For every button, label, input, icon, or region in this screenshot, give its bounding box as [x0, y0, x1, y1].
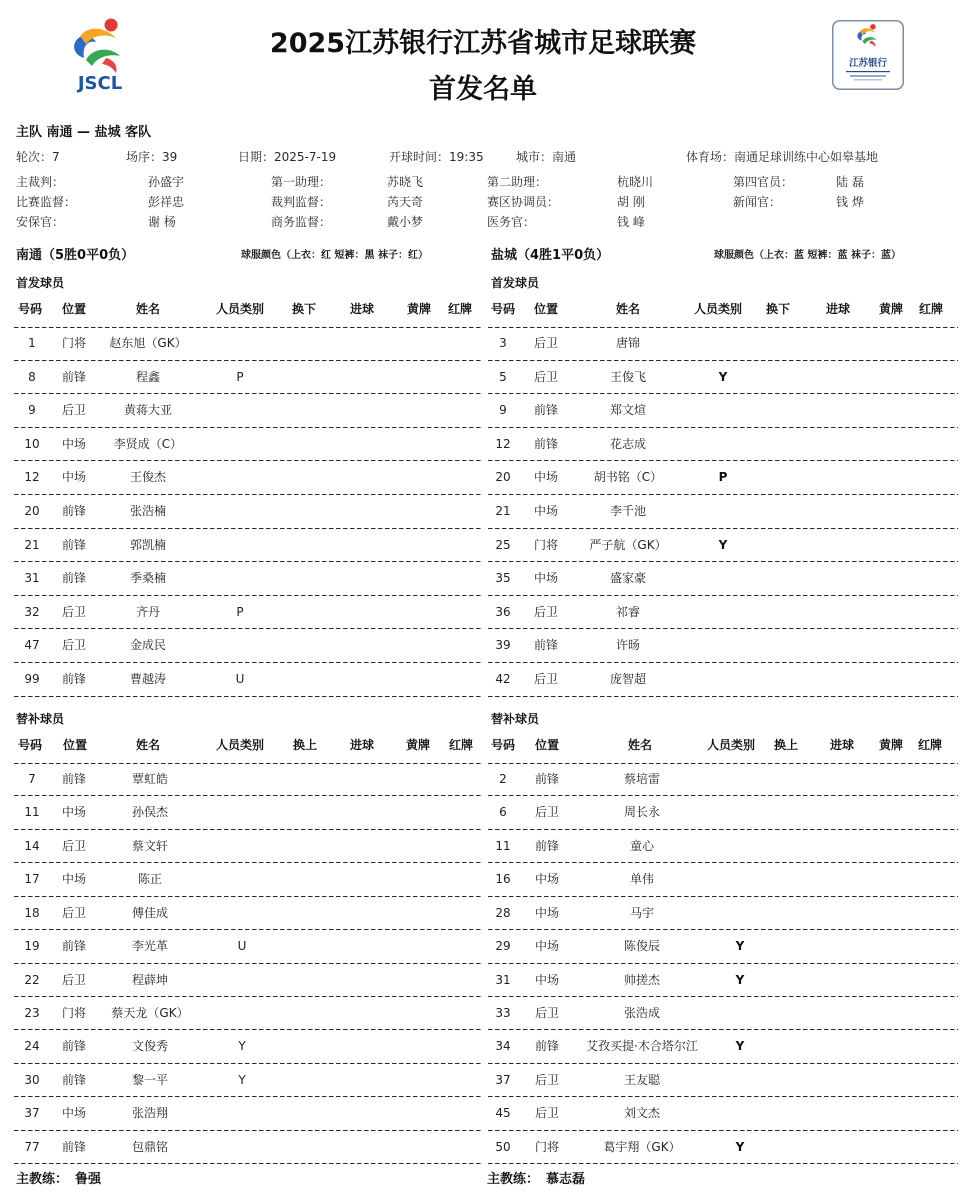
column-header-row [488, 736, 958, 754]
sponsor-logo-text: 江苏银行 [848, 58, 888, 69]
player-position: 后卫 [533, 369, 559, 384]
player-name: 包鼎铭 [131, 1139, 169, 1154]
player-name: 胡书铭（C） [593, 470, 663, 485]
player-row [488, 897, 958, 930]
player-name: 李贤成（C） [113, 436, 183, 451]
player-number: 37 [495, 1072, 511, 1087]
column-header-position: 位置 [62, 738, 88, 752]
player-position: 后卫 [534, 1106, 560, 1121]
away-subs-title: 替补球员 [491, 712, 540, 726]
player-row [488, 830, 958, 863]
player-number: 30 [24, 1072, 40, 1087]
player-name: 庞智超 [609, 672, 647, 686]
player-row [488, 1131, 958, 1164]
player-category: Y [735, 972, 745, 987]
player-row [488, 361, 958, 395]
player-category: Y [238, 1072, 246, 1087]
player-number: 11 [24, 805, 40, 820]
player-row [14, 1030, 481, 1063]
player-position: 门将 [61, 336, 87, 350]
player-position: 前锋 [534, 1039, 560, 1054]
player-number: 14 [24, 838, 40, 853]
player-row [14, 1064, 481, 1097]
player-number: 1 [28, 336, 36, 350]
player-number: 19 [24, 939, 40, 954]
player-row [488, 863, 958, 896]
column-header-red-card: 红牌 [448, 738, 474, 752]
player-name: 帅搓杰 [623, 972, 661, 987]
player-row [488, 529, 958, 563]
away-starters-table [488, 302, 958, 697]
player-row [14, 830, 481, 863]
player-row [14, 796, 481, 829]
player-name: 曹越涛 [129, 672, 167, 686]
column-header-category: 人员类别 [706, 738, 756, 752]
home-subs-title: 替补球员 [16, 712, 65, 726]
column-header-category: 人员类别 [693, 302, 743, 316]
player-number: 99 [24, 672, 40, 686]
player-number: 31 [24, 571, 40, 586]
player-row [488, 596, 958, 630]
player-position: 中场 [533, 571, 559, 586]
player-row [488, 495, 958, 529]
player-row [14, 596, 481, 630]
player-row [488, 461, 958, 495]
column-header-goals: 进球 [829, 738, 855, 752]
column-header-red-card: 红牌 [447, 302, 473, 316]
player-row [488, 930, 958, 963]
player-name: 马宇 [629, 905, 655, 920]
player-number: 39 [495, 638, 511, 653]
player-row [14, 1097, 481, 1130]
player-position: 中场 [533, 470, 559, 485]
player-position: 后卫 [61, 638, 87, 653]
player-name: 李光革 [131, 939, 169, 954]
page-title: 2025江苏银行江苏省城市足球联赛 [269, 28, 697, 59]
sponsor-logo [832, 20, 904, 90]
player-name: 孙俣杰 [131, 805, 169, 820]
player-number: 36 [495, 604, 511, 619]
player-position: 后卫 [533, 604, 559, 619]
column-header-position: 位置 [533, 302, 559, 316]
player-number: 33 [495, 1005, 511, 1020]
player-row [488, 763, 958, 796]
player-number: 9 [499, 403, 507, 418]
player-category: Y [735, 939, 745, 954]
player-position: 前锋 [534, 838, 560, 853]
player-number: 17 [24, 872, 40, 887]
player-position: 中场 [61, 1106, 87, 1121]
player-name: 赵东旭（GK） [109, 336, 187, 350]
player-number: 5 [499, 369, 507, 384]
player-number: 25 [495, 537, 511, 552]
player-name: 郑文煊 [609, 403, 647, 418]
column-header-red-card: 红牌 [917, 738, 943, 752]
column-header-number: 号码 [17, 738, 43, 752]
player-name: 王俊杰 [129, 470, 167, 485]
player-position: 后卫 [61, 905, 87, 920]
column-header-category: 人员类别 [215, 302, 265, 316]
official-name: 戴小梦 [387, 215, 424, 229]
player-row [14, 964, 481, 997]
column-header-row [14, 736, 481, 754]
home-coach-name: 鲁强 [75, 1172, 102, 1187]
player-name: 张浩成 [623, 1005, 661, 1020]
player-name: 程鑫 [135, 369, 161, 384]
player-number: 23 [24, 1005, 40, 1020]
player-row [14, 327, 481, 361]
player-number: 34 [495, 1039, 511, 1054]
home-kit-colors: 球服颜色（上衣：红 短裤：黑 袜子：红） [241, 250, 428, 261]
away-coach-label: 主教练： [487, 1172, 540, 1187]
player-position: 前锋 [61, 1072, 87, 1087]
player-position: 后卫 [61, 838, 87, 853]
player-position: 后卫 [533, 672, 559, 686]
player-number: 22 [24, 972, 40, 987]
official-role: 赛区协调员： [487, 195, 560, 209]
player-position: 前锋 [533, 436, 559, 451]
player-number: 37 [24, 1106, 40, 1121]
column-header-yellow-card: 黄牌 [878, 738, 904, 752]
player-position: 前锋 [61, 369, 87, 384]
player-row [488, 964, 958, 997]
player-number: 2 [499, 772, 507, 786]
official-role: 安保官： [16, 215, 65, 229]
player-position: 中场 [61, 805, 87, 820]
away-kit-colors: 球服颜色（上衣：蓝 短裤：蓝 袜子：蓝） [714, 250, 901, 261]
player-position: 中场 [534, 872, 560, 887]
player-name: 陈俊辰 [623, 939, 661, 954]
player-row [488, 327, 958, 361]
column-header-yellow-card: 黄牌 [878, 302, 904, 316]
player-position: 中场 [533, 504, 559, 518]
kickoff-time: 开球时间：19:35 [389, 150, 484, 164]
player-position: 前锋 [533, 638, 559, 653]
player-number: 31 [495, 972, 511, 987]
player-position: 前锋 [61, 1139, 87, 1154]
player-name: 单伟 [629, 872, 655, 887]
official-role: 医务官： [487, 215, 536, 229]
official-name: 胡 刚 [617, 195, 645, 209]
player-position: 后卫 [533, 336, 559, 350]
player-position: 前锋 [61, 772, 87, 786]
official-name: 陆 磊 [836, 175, 864, 189]
player-name: 金成民 [129, 638, 167, 653]
player-position: 后卫 [61, 403, 87, 418]
player-category: Y [238, 1039, 246, 1054]
column-header-category: 人员类别 [215, 738, 265, 752]
player-number: 20 [24, 504, 40, 518]
player-row [14, 863, 481, 896]
player-number: 29 [495, 939, 511, 954]
column-header-yellow-card: 黄牌 [406, 302, 432, 316]
player-name: 齐丹 [135, 604, 161, 619]
official-name: 谢 杨 [148, 215, 176, 229]
home-coach-label: 主教练： [16, 1172, 69, 1187]
player-row [14, 763, 481, 796]
player-number: 24 [24, 1039, 40, 1054]
column-header-goals: 进球 [349, 738, 375, 752]
player-name: 艾孜买提·木合塔尔江 [586, 1039, 698, 1054]
player-category: Y [735, 1139, 745, 1154]
player-row [488, 663, 958, 697]
player-number: 6 [499, 805, 507, 820]
page-subtitle: 首发名单 [429, 74, 537, 105]
player-position: 后卫 [61, 604, 87, 619]
official-role: 主裁判： [16, 175, 65, 189]
official-role: 新闻官： [733, 195, 782, 209]
home-starters-title: 首发球员 [16, 276, 65, 290]
player-position: 中场 [534, 905, 560, 920]
away-starters-title: 首发球员 [491, 276, 540, 290]
player-position: 门将 [61, 1005, 87, 1020]
player-position: 门将 [534, 1139, 560, 1154]
official-name: 孙盛宇 [148, 175, 185, 189]
player-name: 季桑楠 [129, 571, 167, 586]
player-name: 李千池 [609, 504, 647, 518]
official-role: 第二助理： [487, 175, 548, 189]
player-name: 严子航（GK） [589, 537, 667, 552]
player-position: 后卫 [61, 972, 87, 987]
player-name: 蔡文轩 [131, 838, 169, 853]
player-number: 8 [28, 369, 36, 384]
round: 轮次：7 [16, 150, 60, 164]
player-name: 花志成 [609, 436, 647, 451]
player-name: 文俊秀 [131, 1039, 169, 1054]
home-starters-table [14, 302, 481, 697]
player-position: 后卫 [534, 805, 560, 820]
player-position: 中场 [61, 436, 87, 451]
player-position: 前锋 [533, 403, 559, 418]
official-role: 裁判监督： [271, 195, 332, 209]
player-position: 前锋 [61, 571, 87, 586]
player-name: 张浩楠 [129, 504, 167, 518]
column-header-yellow-card: 黄牌 [405, 738, 431, 752]
official-role: 商务监督： [271, 215, 332, 229]
player-name: 程薜坤 [131, 972, 169, 987]
player-number: 12 [24, 470, 40, 485]
player-row [14, 897, 481, 930]
player-number: 9 [28, 403, 36, 418]
official-name: 彭祥忠 [148, 195, 185, 209]
player-position: 中场 [61, 470, 87, 485]
match-date: 日期：2025-7-19 [238, 150, 337, 164]
column-header-red-card: 红牌 [918, 302, 944, 316]
player-number: 10 [24, 436, 40, 451]
player-row [488, 428, 958, 462]
player-row [14, 663, 481, 697]
player-row [488, 1064, 958, 1097]
city: 城市：南通 [516, 150, 577, 164]
player-row [488, 562, 958, 596]
player-name: 唐锦 [615, 336, 641, 350]
player-name: 刘文杰 [623, 1106, 661, 1121]
player-row [488, 1030, 958, 1063]
player-position: 后卫 [534, 1072, 560, 1087]
player-name: 童心 [629, 838, 655, 853]
player-name: 蔡天龙（GK） [111, 1005, 189, 1020]
away-coach-name: 慕志磊 [546, 1172, 586, 1187]
column-header-change: 换上 [292, 738, 318, 752]
player-number: 45 [495, 1106, 511, 1121]
player-row [14, 361, 481, 395]
official-role: 第一助理： [271, 175, 332, 189]
match-number: 场序：39 [126, 150, 178, 164]
player-number: 21 [495, 504, 511, 518]
player-number: 12 [495, 436, 511, 451]
column-header-row [14, 300, 481, 318]
player-name: 盛家豪 [609, 571, 647, 586]
player-category: P [236, 369, 244, 384]
player-number: 77 [24, 1139, 40, 1154]
player-row [14, 495, 481, 529]
official-role: 第四官员： [733, 175, 794, 189]
column-header-name: 姓名 [135, 738, 161, 752]
player-category: U [235, 672, 245, 686]
player-row [488, 796, 958, 829]
player-position: 中场 [61, 872, 87, 887]
player-row [14, 629, 481, 663]
player-row [14, 562, 481, 596]
player-number: 16 [495, 872, 511, 887]
official-name: 钱 峰 [617, 215, 645, 229]
player-row [14, 428, 481, 462]
player-name: 王俊飞 [609, 369, 647, 384]
home-team-record: 南通（5胜0平0负） [16, 248, 135, 263]
player-row [488, 629, 958, 663]
player-name: 傅佳成 [131, 905, 169, 920]
player-number: 28 [495, 905, 511, 920]
player-row [14, 997, 481, 1030]
player-category: Y [718, 369, 728, 384]
column-header-name: 姓名 [627, 738, 653, 752]
player-position: 中场 [534, 972, 560, 987]
player-position: 后卫 [534, 1005, 560, 1020]
player-name: 黎一平 [131, 1072, 169, 1087]
jscl-logo-text: JSCL [77, 73, 123, 94]
player-number: 21 [24, 537, 40, 552]
away-team-record: 盐城（4胜1平0负） [491, 248, 610, 263]
player-category: Y [735, 1039, 745, 1054]
player-name: 陈正 [137, 872, 163, 887]
player-number: 20 [495, 470, 511, 485]
player-name: 葛宇翔（GK） [603, 1139, 681, 1154]
player-number: 35 [495, 571, 511, 586]
player-category: U [237, 939, 247, 954]
player-row [14, 461, 481, 495]
column-header-change: 换上 [773, 738, 799, 752]
column-header-name: 姓名 [135, 302, 161, 316]
player-category: P [236, 604, 244, 619]
official-name: 芮天奇 [387, 195, 424, 209]
player-name: 黄蒋大亚 [123, 403, 173, 418]
player-row [488, 394, 958, 428]
player-name: 蔡培雷 [623, 772, 661, 786]
player-position: 门将 [533, 537, 559, 552]
column-header-goals: 进球 [825, 302, 851, 316]
player-number: 32 [24, 604, 40, 619]
player-position: 前锋 [61, 672, 87, 686]
teams-line: 主队 南通 — 盐城 客队 [16, 125, 152, 140]
player-number: 47 [24, 638, 40, 653]
official-name: 钱 烨 [836, 195, 864, 209]
column-header-position: 位置 [534, 738, 560, 752]
column-header-number: 号码 [490, 738, 516, 752]
player-name: 许旸 [615, 638, 641, 653]
player-position: 前锋 [61, 939, 87, 954]
player-row [14, 394, 481, 428]
column-header-name: 姓名 [615, 302, 641, 316]
column-header-position: 位置 [61, 302, 87, 316]
player-name: 周长永 [623, 805, 661, 820]
player-row [488, 1097, 958, 1130]
player-row [488, 997, 958, 1030]
column-header-row [488, 300, 958, 318]
stadium: 体育场：南通足球训练中心如皋基地 [686, 150, 879, 164]
column-header-number: 号码 [17, 302, 43, 316]
player-position: 中场 [534, 939, 560, 954]
player-row [14, 529, 481, 563]
player-row [14, 930, 481, 963]
home-subs-table [14, 738, 481, 1164]
player-position: 前锋 [61, 1039, 87, 1054]
official-name: 杭晓川 [617, 175, 654, 189]
column-header-goals: 进球 [349, 302, 375, 316]
player-number: 3 [499, 336, 507, 350]
column-header-number: 号码 [490, 302, 516, 316]
player-position: 前锋 [534, 772, 560, 786]
player-position: 前锋 [61, 537, 87, 552]
column-header-change: 换下 [291, 302, 317, 316]
player-category: P [718, 470, 728, 485]
player-name: 祁睿 [615, 604, 641, 619]
player-name: 王友聪 [623, 1072, 661, 1087]
player-category: Y [718, 537, 728, 552]
column-header-change: 换下 [765, 302, 791, 316]
player-number: 7 [28, 772, 36, 786]
player-number: 42 [495, 672, 511, 686]
player-name: 张浩翔 [131, 1106, 169, 1121]
official-role: 比赛监督： [16, 195, 77, 209]
player-number: 18 [24, 905, 40, 920]
player-name: 郭凯楠 [129, 537, 167, 552]
player-name: 覃虹皓 [131, 772, 169, 786]
official-name: 苏晓飞 [387, 175, 424, 189]
player-number: 50 [495, 1139, 511, 1154]
player-position: 前锋 [61, 504, 87, 518]
away-subs-table [488, 738, 958, 1164]
player-number: 11 [495, 838, 511, 853]
player-row [14, 1131, 481, 1164]
